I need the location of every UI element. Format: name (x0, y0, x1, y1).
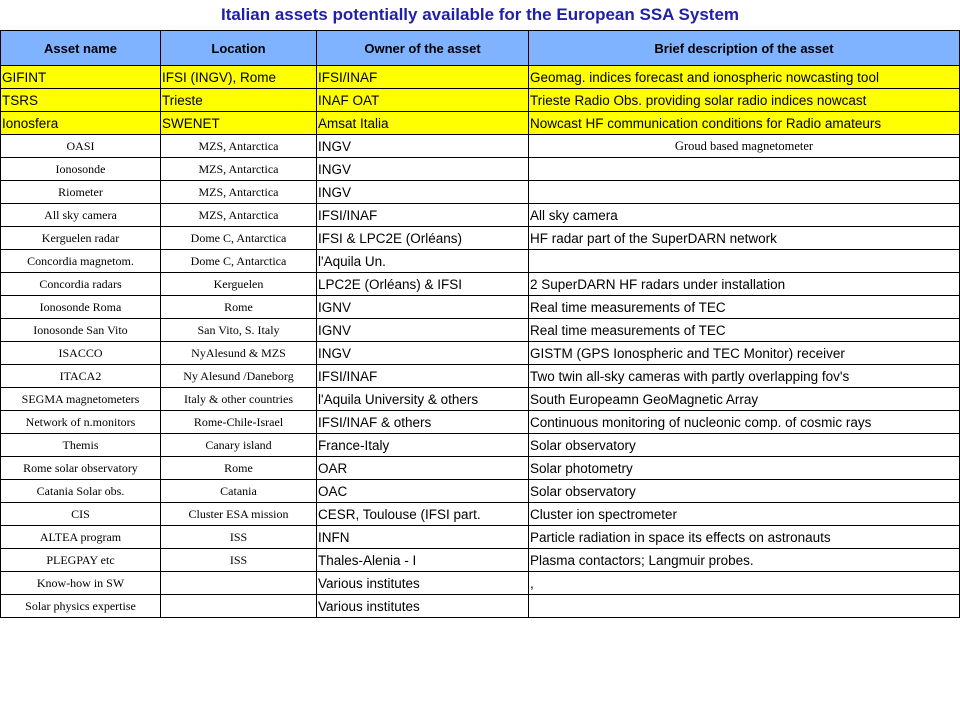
owner-cell: Amsat Italia (317, 112, 529, 135)
table-row (1, 319, 960, 342)
owner-cell: OAR (317, 457, 529, 480)
asset-name-cell: All sky camera (1, 204, 161, 227)
location-cell: San Vito, S. Italy (161, 319, 317, 342)
asset-name-cell: TSRS (1, 89, 161, 112)
asset-name-cell: Ionosonde San Vito (1, 319, 161, 342)
assets-table (0, 30, 960, 618)
owner-cell: OAC (317, 480, 529, 503)
table-row (1, 434, 960, 457)
description-cell: Real time measurements of TEC (529, 319, 960, 342)
table-row (1, 411, 960, 434)
asset-name-cell: Catania Solar obs. (1, 480, 161, 503)
location-cell: Canary island (161, 434, 317, 457)
table-row (1, 158, 960, 181)
description-cell: Solar photometry (529, 457, 960, 480)
location-cell: MZS, Antarctica (161, 158, 317, 181)
owner-cell: l'Aquila Un. (317, 250, 529, 273)
asset-name-cell: Ionosonde Roma (1, 296, 161, 319)
description-cell: Particle radiation in space its effects on astronauts (529, 526, 960, 549)
asset-name-cell: ITACA2 (1, 365, 161, 388)
asset-name-cell: ISACCO (1, 342, 161, 365)
asset-name-cell: Ionosonde (1, 158, 161, 181)
header-owner: Owner of the asset (317, 31, 529, 66)
description-cell: All sky camera (529, 204, 960, 227)
owner-cell: INFN (317, 526, 529, 549)
description-cell: Cluster ion spectrometer (529, 503, 960, 526)
location-cell: Rome (161, 296, 317, 319)
location-cell: Kerguelen (161, 273, 317, 296)
description-cell: Solar observatory (529, 480, 960, 503)
table-row (1, 204, 960, 227)
asset-name-cell: Kerguelen radar (1, 227, 161, 250)
location-cell (161, 572, 317, 595)
location-cell: SWENET (161, 112, 317, 135)
asset-name-cell: Solar physics expertise (1, 595, 161, 618)
asset-name-cell: Know-how in SW (1, 572, 161, 595)
table-row (1, 273, 960, 296)
asset-name-cell: PLEGPAY etc (1, 549, 161, 572)
owner-cell: Thales-Alenia - I (317, 549, 529, 572)
owner-cell: CESR, Toulouse (IFSI part. (317, 503, 529, 526)
owner-cell: INAF OAT (317, 89, 529, 112)
description-cell: Continuous monitoring of nucleonic comp. of cosmic rays (529, 411, 960, 434)
description-cell: Nowcast HF communication conditions for Radio amateurs (529, 112, 960, 135)
description-cell: Two twin all-sky cameras with partly overlapping fov's (529, 365, 960, 388)
table-row (1, 388, 960, 411)
description-cell: South Europeamn GeoMagnetic Array (529, 388, 960, 411)
asset-name-cell: SEGMA magnetometers (1, 388, 161, 411)
owner-cell: l'Aquila University & others (317, 388, 529, 411)
table-row (1, 112, 960, 135)
location-cell: MZS, Antarctica (161, 135, 317, 158)
table-row (1, 135, 960, 158)
table-row (1, 181, 960, 204)
description-cell: Plasma contactors; Langmuir probes. (529, 549, 960, 572)
owner-cell: INGV (317, 342, 529, 365)
description-cell (529, 181, 960, 204)
table-row (1, 227, 960, 250)
asset-name-cell: OASI (1, 135, 161, 158)
table-row (1, 66, 960, 89)
asset-name-cell: Concordia magnetom. (1, 250, 161, 273)
owner-cell: INGV (317, 135, 529, 158)
table-row (1, 526, 960, 549)
table-row (1, 296, 960, 319)
owner-cell: IGNV (317, 296, 529, 319)
owner-cell: IFSI & LPC2E (Orléans) (317, 227, 529, 250)
header-description: Brief description of the asset (529, 31, 960, 66)
location-cell: Dome C, Antarctica (161, 227, 317, 250)
owner-cell: France-Italy (317, 434, 529, 457)
owner-cell: Various institutes (317, 572, 529, 595)
table-row (1, 89, 960, 112)
description-cell (529, 158, 960, 181)
table-row (1, 457, 960, 480)
description-cell: HF radar part of the SuperDARN network (529, 227, 960, 250)
table-row (1, 480, 960, 503)
location-cell: Trieste (161, 89, 317, 112)
asset-name-cell: Rome solar observatory (1, 457, 161, 480)
table-row (1, 572, 960, 595)
owner-cell: IFSI/INAF (317, 66, 529, 89)
header-location: Location (161, 31, 317, 66)
table-row (1, 503, 960, 526)
description-cell: Geomag. indices forecast and ionospheric nowcasting tool (529, 66, 960, 89)
location-cell: Italy & other countries (161, 388, 317, 411)
location-cell: ISS (161, 549, 317, 572)
owner-cell: INGV (317, 158, 529, 181)
table-row (1, 365, 960, 388)
location-cell: Rome (161, 457, 317, 480)
location-cell: Catania (161, 480, 317, 503)
location-cell: ISS (161, 526, 317, 549)
table-row (1, 342, 960, 365)
table-row (1, 549, 960, 572)
asset-name-cell: Concordia radars (1, 273, 161, 296)
description-cell (529, 595, 960, 618)
location-cell: Ny Alesund /Daneborg (161, 365, 317, 388)
owner-cell: IFSI/INAF & others (317, 411, 529, 434)
description-cell (529, 250, 960, 273)
location-cell (161, 595, 317, 618)
asset-name-cell: Network of n.monitors (1, 411, 161, 434)
page-title: Italian assets potentially available for the European SSA System (220, 5, 740, 24)
asset-name-cell: Themis (1, 434, 161, 457)
asset-name-cell: Riometer (1, 181, 161, 204)
table-row (1, 595, 960, 618)
description-cell: Trieste Radio Obs. providing solar radio indices nowcast (529, 89, 960, 112)
asset-name-cell: ALTEA program (1, 526, 161, 549)
location-cell: IFSI (INGV), Rome (161, 66, 317, 89)
description-cell: Solar observatory (529, 434, 960, 457)
owner-cell: IGNV (317, 319, 529, 342)
owner-cell: INGV (317, 181, 529, 204)
owner-cell: IFSI/INAF (317, 365, 529, 388)
owner-cell: IFSI/INAF (317, 204, 529, 227)
asset-name-cell: GIFINT (1, 66, 161, 89)
asset-name-cell: Ionosfera (1, 112, 161, 135)
location-cell: NyAlesund & MZS (161, 342, 317, 365)
location-cell: Rome-Chile-Israel (161, 411, 317, 434)
header-row (1, 31, 960, 66)
description-cell: Groud based magnetometer (529, 135, 960, 158)
location-cell: Dome C, Antarctica (161, 250, 317, 273)
location-cell: MZS, Antarctica (161, 204, 317, 227)
location-cell: Cluster ESA mission (161, 503, 317, 526)
header-asset-name: Asset name (1, 31, 161, 66)
location-cell: MZS, Antarctica (161, 181, 317, 204)
description-cell: Real time measurements of TEC (529, 296, 960, 319)
description-cell: 2 SuperDARN HF radars under installation (529, 273, 960, 296)
owner-cell: LPC2E (Orléans) & IFSI (317, 273, 529, 296)
owner-cell: Various institutes (317, 595, 529, 618)
description-cell: GISTM (GPS Ionospheric and TEC Monitor) receiver (529, 342, 960, 365)
table-row (1, 250, 960, 273)
asset-name-cell: CIS (1, 503, 161, 526)
description-cell: , (529, 572, 960, 595)
